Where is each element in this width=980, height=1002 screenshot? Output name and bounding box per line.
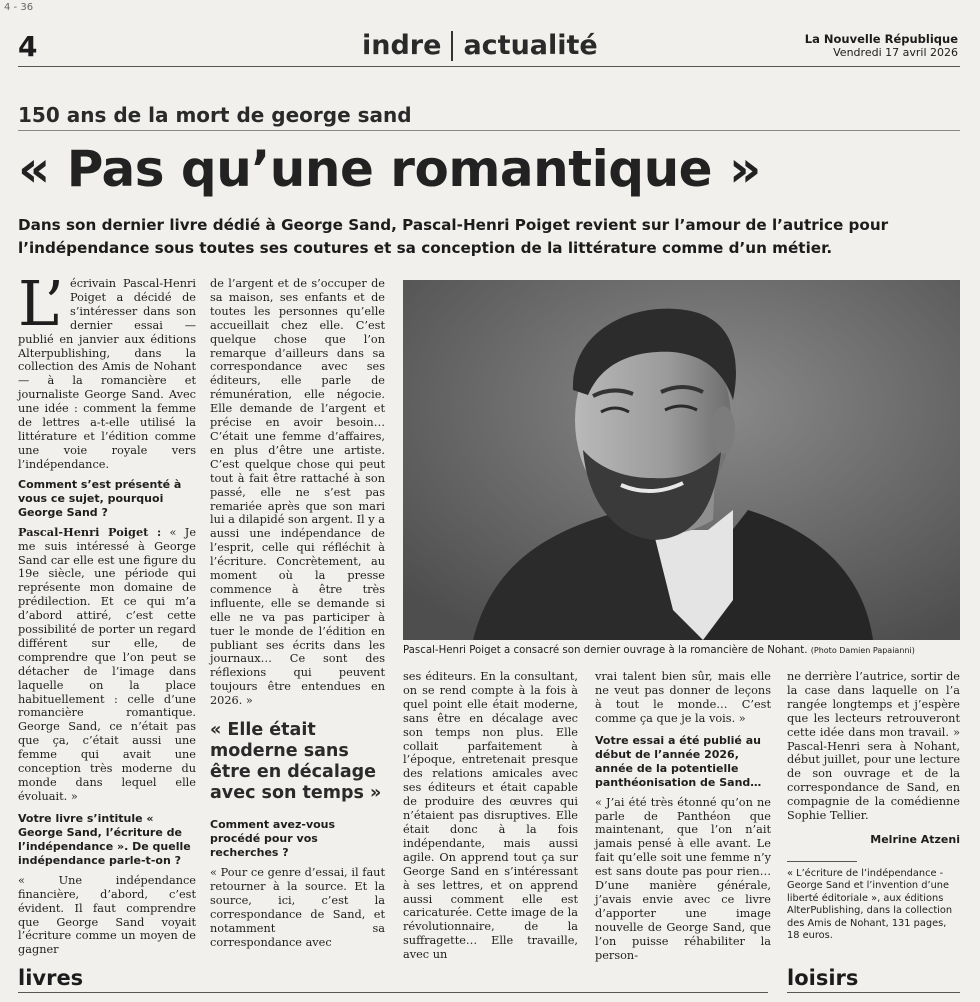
interview-answer: « J’ai été très étonné qu’on ne parle de Panthéon que maintenant, que l’on n’ait jamais pensé à elle avant. Le fait qu’elle soit une femme n’y est sans doute pas pour rien… D’une manière générale, j’avais envie avec ce livre d’apporter une image nouvelle de George Sand, que l’on puisse réhabiliter la person- bbox=[595, 795, 771, 962]
article-column-5 bbox=[787, 670, 960, 943]
issue-date: Vendredi 17 avril 2026 bbox=[833, 46, 958, 59]
pull-quote: « Elle était moderne sans être en décalage avec son temps » bbox=[210, 720, 382, 804]
intro-text: écrivain Pascal-Henri Poiget a décidé de s’intéresser dans son dernier essai — publié en janvier aux éditions Alterpublishing, dans la collection des Amis de Nohant — à la romancière et journaliste George Sand. Avec une idée : comment la femme de lettres a-t-elle utilisé la littérature et l’édition comme une voie royale vers l’indépendance. bbox=[18, 277, 196, 471]
portrait-photo bbox=[403, 280, 960, 640]
signature-rule bbox=[787, 861, 857, 862]
photo-caption bbox=[403, 645, 960, 656]
article-column-3 bbox=[403, 670, 578, 962]
newspaper-name: La Nouvelle République bbox=[804, 32, 958, 46]
photo-credit: (Photo Damien Papaianni) bbox=[810, 646, 915, 655]
footer-section-books: livres bbox=[18, 966, 84, 990]
section-category: actualité bbox=[463, 30, 598, 61]
kicker-rule bbox=[18, 130, 960, 131]
portrait-illustration bbox=[403, 280, 960, 640]
article-kicker: 150 ans de la mort de george sand bbox=[18, 103, 412, 127]
interview-question: Votre essai a été publié au début de l’année 2026, année de la potentielle panthéonisation de Sand… bbox=[595, 733, 762, 789]
article-lede: Dans son dernier livre dédié à George Sand, Pascal-Henri Poiget revient sur l’amour de l’autrice pour l’indépendance sous toutes ses coutures et sa conception de la littérature comme d’un métier. bbox=[18, 216, 889, 257]
drop-cap: L’ bbox=[18, 267, 65, 340]
answer-speaker: Pascal-Henri Poiget : bbox=[18, 524, 162, 539]
header-rule bbox=[18, 66, 960, 67]
article-column-1 bbox=[18, 267, 197, 957]
article-column-2 bbox=[210, 277, 385, 950]
interview-answer-continued: ses éditeurs. En la consultant, on se rend compte à la fois à quel point elle était moderne, sans être en décalage avec son temps non plus. Elle collait parfaitement à l’époque, entretenait presque des relations amicales avec ses éditeurs et était capable de produire des œuvres qui n’étaient pas disruptives. Elle était donc à la fois indépendante, mais aussi agile. On apprend tout ça sur George Sand en s’intéressant à ses lettres, et on apprend aussi comment elle est caricaturée. Cette image de la révolutionnaire, de la suffragette… Elle travaille, avec un bbox=[403, 670, 578, 962]
page-number: 4 bbox=[18, 30, 38, 63]
intro-paragraph bbox=[18, 267, 196, 472]
interview-answer-continued: ne derrière l’autrice, sortir de la case dans laquelle on l’a rangée longtemps et j’espère que les lecteurs retrouveront cette idée dans mon travail. » Pascal-Henri sera à Nohant, début juillet, pour une lecture de son ouvrage et de la correspondance de Sand, en compagnie de la comédienne Sophie Tellier. bbox=[787, 670, 960, 823]
footer-rule bbox=[18, 992, 768, 993]
interview-question: Comment s’est présenté à vous ce sujet, pourquoi George Sand ? bbox=[18, 477, 182, 519]
caption-text: Pascal-Henri Poiget a consacré son dernier ouvrage à la romancière de Nohant. bbox=[403, 645, 808, 656]
interview-question: Votre livre s’intitule « George Sand, l’écriture de l’indépendance ». De quelle indépendance parle-t-on ? bbox=[18, 811, 191, 867]
interview-question: Comment avez-vous procédé pour vos recherches ? bbox=[210, 818, 336, 860]
article-headline: « Pas qu’une romantique » bbox=[18, 140, 761, 198]
interview-answer-continued: vrai talent bien sûr, mais elle ne veut pas donner de leçons à tout le monde… C’est comme ça que je la vois. » bbox=[595, 670, 771, 725]
footer-section-leisure: loisirs bbox=[787, 966, 859, 990]
masthead bbox=[805, 32, 958, 60]
section-divider bbox=[451, 31, 453, 61]
interview-answer-continued: de l’argent et de s’occuper de sa maison, ses enfants et de toutes les personnes qu’elle accueillait chez elle. C’est quelque chose que l’on remarque d’ailleurs dans sa correspondance avec ses éditeurs, elle parle de rémunération, elle négocie. Elle demande de l’argent et précise en avoir besoin… C’était une femme d’affaires, en plus d’être une artiste. C’est quelque chose qui peut tout à fait être rattaché à son passé, elle ne s’est pas remariée après que son mari lui a dilapidé son argent. Il y a aussi une indépendance de l’esprit, celle qui réfléchit à l’écriture. Concrètement, au moment où la presse commence à être très influente, elle se demande si elle ne va pas participer à tuer le monde de l’édition en publiant ses écrits dans les journaux… Ce sont des réflexions qui peuvent toujours être entendues en 2026. » bbox=[210, 277, 385, 708]
footer-rule bbox=[787, 992, 960, 993]
book-info: « L’écriture de l’indépendance - George Sand et l’invention d’une liberté éditoriale », aux éditions AlterPublishing, dans la collection des Amis de Nohant, 131 pages, 18 euros. bbox=[787, 867, 953, 942]
answer-text: « Je me suis intéressé à George Sand car elle est une figure du 19e siècle, une période qui représente mon domaine de prédilection. Et ce qui m’a d’abord attiré, c’est cette possibilité de porter un regard différent sur elle, de comprendre que l’on peut se détacher de l’image dans laquelle on la place habituellement : celle d’une romancière romantique. George Sand, ce n’était pas que ça, c’était aussi une femme qui avait une conception très moderne du monde dans lequel elle évoluait. » bbox=[18, 525, 197, 803]
interview-answer: « Une indépendance financière, d’abord, c’est évident. Il faut comprendre que George Sand voyait l’écriture comme un moyen de gagner bbox=[18, 873, 196, 957]
author-signature: Melrine Atzeni bbox=[870, 832, 960, 846]
interview-answer: « Pour ce genre d’essai, il faut retourner à la source. Et la source, ici, c’est la correspondance de Sand, et notamment sa correspondance avec bbox=[210, 866, 385, 949]
page-corner-tag: 4 - 36 bbox=[4, 2, 34, 13]
section-heading bbox=[362, 30, 598, 61]
interview-answer bbox=[18, 526, 196, 804]
article-column-4 bbox=[595, 670, 771, 963]
section-name: indre bbox=[362, 30, 442, 61]
